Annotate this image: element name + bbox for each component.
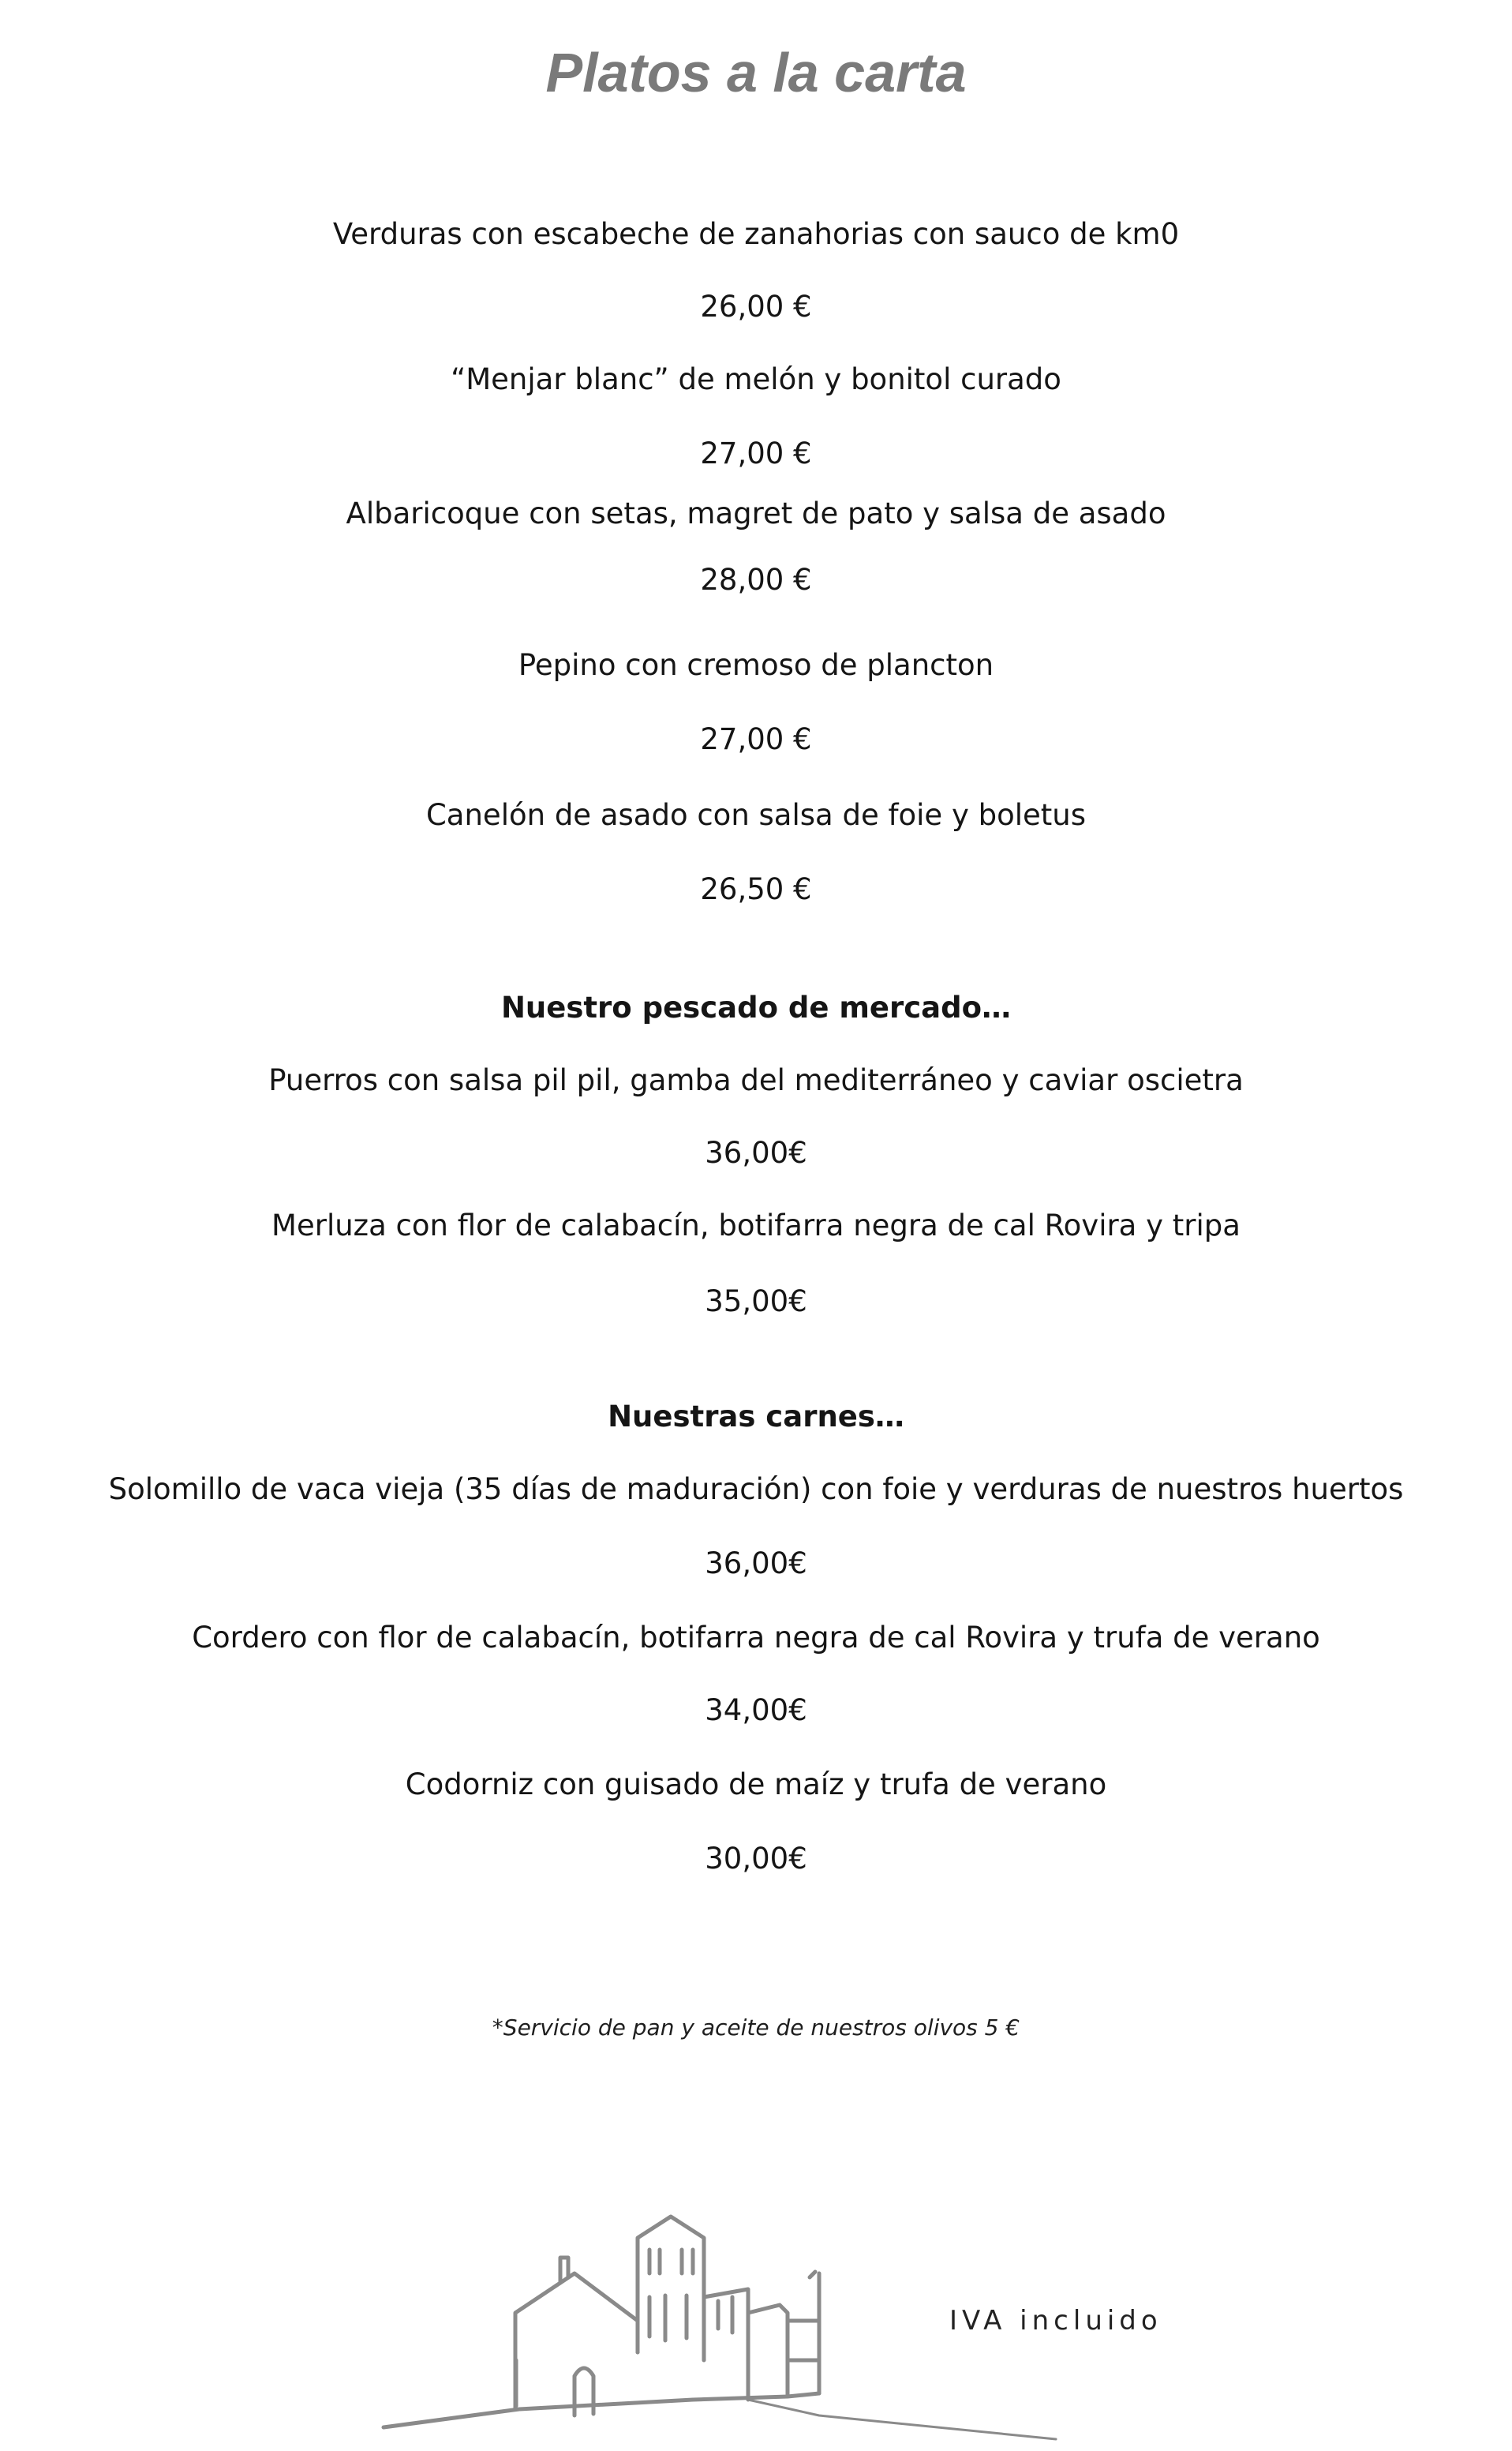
dish-price: 30,00€ (705, 1842, 807, 1876)
dish-name: Cordero con flor de calabacín, botifarra negra de cal Rovira y trufa de verano (192, 1621, 1320, 1655)
section-heading-meat: Nuestras carnes… (608, 1400, 904, 1433)
dish-price: 27,00 € (700, 722, 812, 756)
dish-price: 36,00€ (705, 1546, 807, 1580)
dish-name: Canelón de asado con salsa de foie y boletus (425, 798, 1087, 832)
dish-name: Albaricoque con setas, magret de pato y salsa de asado (346, 497, 1166, 530)
dish-price: 27,00 € (700, 437, 812, 470)
page-title: Platos a la carta (545, 42, 967, 103)
dish-price: 34,00€ (705, 1693, 807, 1727)
dish-price: 36,00€ (705, 1136, 807, 1170)
tax-included-note: IVA incluido (949, 2305, 1162, 2337)
dish-price: 26,00 € (700, 290, 812, 324)
dish-name: “Menjar blanc” de melón y bonitol curado (451, 362, 1061, 396)
bread-service-note: *Servicio de pan y aceite de nuestros olivos 5 € (492, 2014, 1020, 2041)
dish-name: Codorniz con guisado de maíz y trufa de verano (405, 1767, 1107, 1801)
dish-name: Merluza con flor de calabacín, botifarra negra de cal Rovira y tripa (271, 1209, 1241, 1242)
dish-price: 26,50 € (700, 872, 812, 906)
dish-price: 28,00 € (700, 563, 812, 597)
dish-name: Puerros con salsa pil pil, gamba del mediterráneo y caviar oscietra (268, 1063, 1244, 1097)
section-heading-fish: Nuestro pescado de mercado… (500, 991, 1012, 1025)
dish-price: 35,00€ (705, 1284, 807, 1318)
dish-name: Solomillo de vaca vieja (35 días de maduración) con foie y verduras de nuestros huertos (108, 1472, 1404, 1506)
dish-name: Pepino con cremoso de plancton (518, 648, 994, 682)
dish-name: Verduras con escabeche de zanahorias con sauco de km0 (332, 217, 1180, 251)
